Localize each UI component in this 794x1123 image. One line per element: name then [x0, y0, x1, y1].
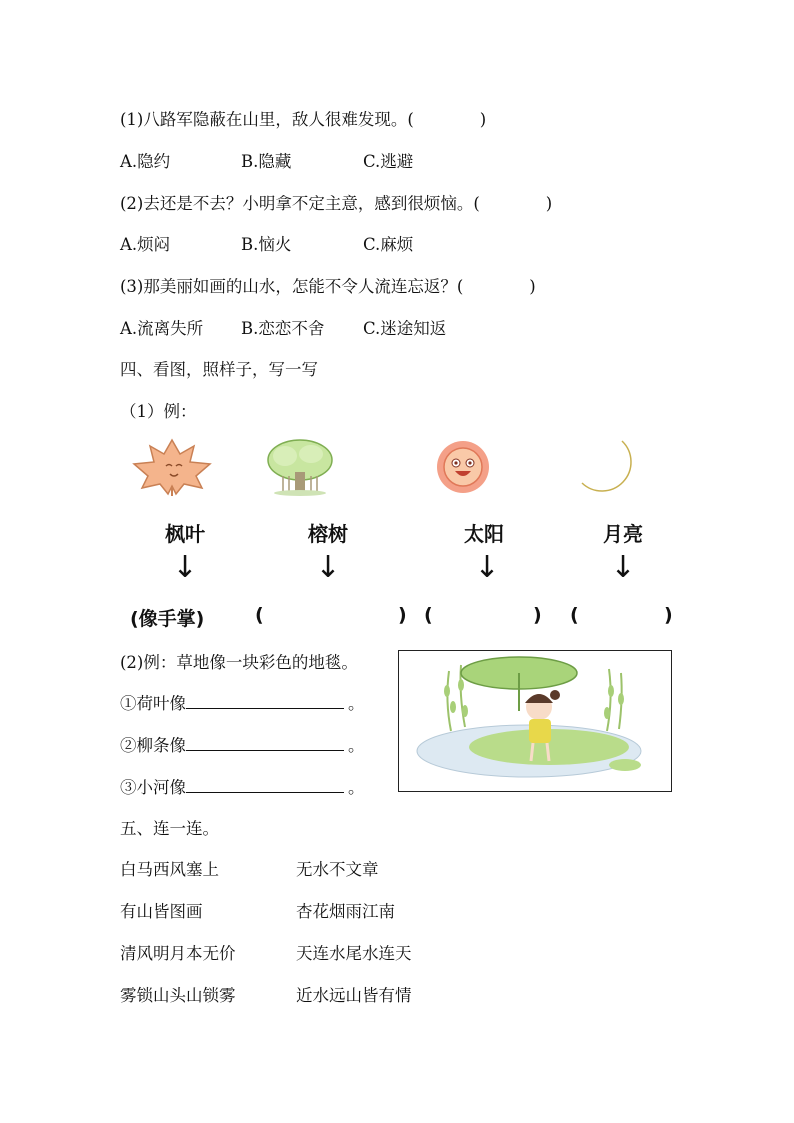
match-right-item[interactable]: 杏花烟雨江南 — [296, 902, 395, 921]
word-moon: 月亮 — [603, 522, 643, 546]
fill-river — [120, 774, 365, 798]
paren-close: ) — [664, 604, 673, 626]
section4-title: 四、看图，照样子，写一写 — [120, 360, 318, 379]
paren-close: ) — [398, 604, 407, 626]
down-arrow-icon: ↓ — [474, 550, 500, 585]
moon-icon — [578, 437, 642, 495]
section5-title: 五、连一连。 — [120, 819, 219, 838]
match-left-item[interactable]: 雾锁山头山锁雾 — [120, 986, 236, 1005]
sun-icon — [429, 439, 497, 495]
girl-with-lotus-leaf-illustration — [399, 651, 671, 791]
example-answer: (像手掌) — [130, 608, 205, 630]
question-3: (3)那美丽如画的山水，怎能不令人流连忘返？( ) — [120, 277, 536, 296]
down-arrow-icon: ↓ — [315, 550, 341, 585]
word-maple-leaf: 枫叶 — [165, 522, 205, 546]
fill-label: ①荷叶像 — [120, 694, 186, 713]
fill-willow — [120, 732, 365, 756]
section4-sub2: (2)例：草地像一块彩色的地毯。 — [120, 653, 358, 672]
period: 。 — [348, 736, 365, 755]
paren-open: ( — [424, 604, 433, 626]
period: 。 — [348, 694, 365, 713]
answer-blank[interactable] — [186, 736, 344, 751]
word-banyan: 榕树 — [308, 522, 348, 546]
paren-close: ) — [533, 604, 542, 626]
q3-option-a: A.流离失所 — [120, 319, 204, 338]
q2-option-b: B.恼火 — [241, 235, 292, 254]
paren-open: ( — [570, 604, 579, 626]
q1-option-b: B.隐藏 — [241, 152, 292, 171]
fill-lotus-leaf — [120, 690, 365, 714]
match-left-item[interactable]: 白马西风塞上 — [120, 860, 219, 879]
answer-blank[interactable] — [186, 778, 344, 793]
answer-blank[interactable] — [186, 694, 344, 709]
fill-label: ②柳条像 — [120, 736, 186, 755]
down-arrow-icon: ↓ — [610, 550, 636, 585]
match-right-item[interactable]: 无水不文章 — [296, 860, 379, 879]
match-left-item[interactable]: 清风明月本无价 — [120, 944, 236, 963]
fill-label: ③小河像 — [120, 778, 186, 797]
q2-option-a: A.烦闷 — [120, 235, 171, 254]
q3-option-c: C.迷途知返 — [363, 319, 447, 338]
banyan-tree-icon — [265, 436, 335, 498]
section4-sub1: （1）例： — [120, 402, 197, 421]
match-left-item[interactable]: 有山皆图画 — [120, 902, 203, 921]
question-1: (1)八路军隐蔽在山里，敌人很难发现。( ) — [120, 110, 487, 129]
match-right-item[interactable]: 天连水尾水连天 — [296, 944, 412, 963]
q1-option-c: C.逃避 — [363, 152, 414, 171]
word-sun: 太阳 — [464, 522, 504, 546]
q1-option-a: A.隐约 — [120, 152, 171, 171]
question-2: (2)去还是不去？小明拿不定主意，感到很烦恼。( ) — [120, 194, 553, 213]
period: 。 — [348, 778, 365, 797]
q3-option-b: B.恋恋不舍 — [241, 319, 325, 338]
maple-leaf-icon — [130, 436, 214, 498]
paren-open: ( — [255, 604, 264, 626]
q2-option-c: C.麻烦 — [363, 235, 414, 254]
match-right-item[interactable]: 近水远山皆有情 — [296, 986, 412, 1005]
illustration-frame — [398, 650, 672, 792]
down-arrow-icon: ↓ — [172, 550, 198, 585]
